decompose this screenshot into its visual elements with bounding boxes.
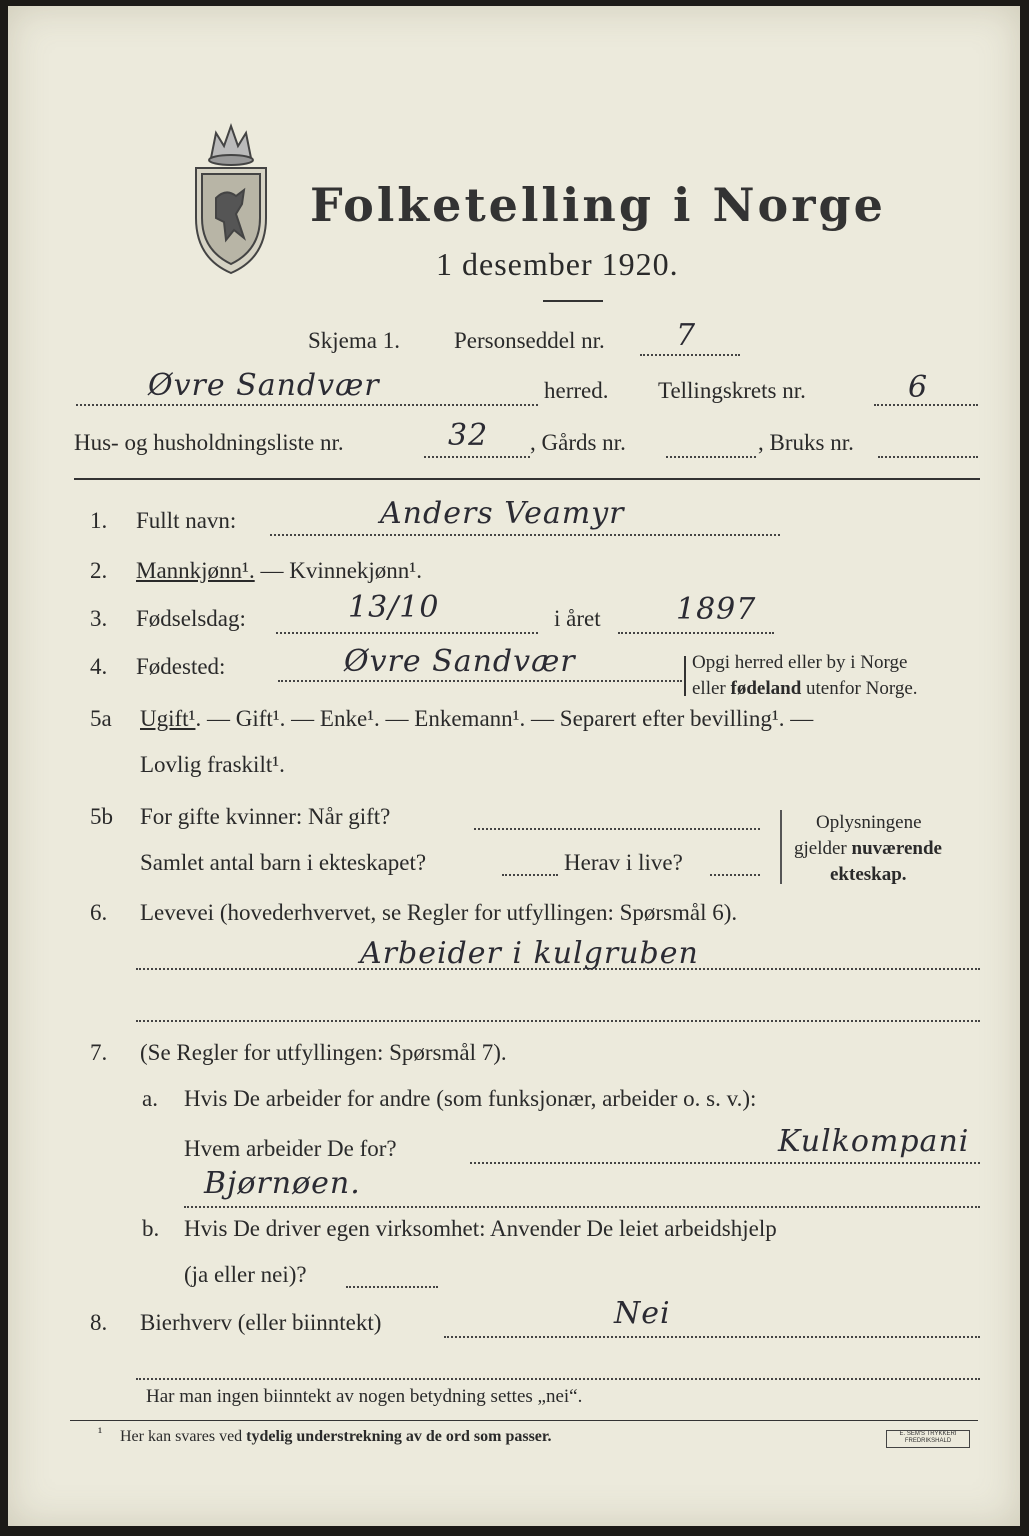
footnote-rule — [70, 1420, 978, 1421]
q3-day-field — [276, 632, 538, 634]
q5b-label2: Samlet antal barn i ekteskapet? — [140, 850, 427, 875]
q8-number: 8. — [90, 1310, 108, 1335]
skjema-label: Skjema 1. — [308, 328, 400, 353]
herred-value: Øvre Sandvær — [148, 368, 380, 403]
q5b-number: 5b — [90, 804, 113, 829]
census-date: 1 desember 1920. — [436, 246, 679, 282]
hus-field — [424, 456, 530, 458]
q7b-field — [346, 1286, 438, 1288]
q3-label: Fødselsdag: — [136, 606, 246, 631]
q7a-value2: Bjørnøen. — [204, 1166, 361, 1201]
coat-of-arms-icon — [186, 118, 276, 278]
bruks-label: , Bruks nr. — [758, 430, 854, 455]
q7a-number: a. — [142, 1086, 158, 1111]
q7a-question: Hvem arbeider De for? — [184, 1136, 397, 1161]
q4-note1: Opgi herred eller by i Norge — [692, 652, 908, 673]
q3-day-value: 13/10 — [348, 590, 440, 625]
hus-label: Hus- og husholdningsliste nr. — [74, 430, 344, 455]
title-divider — [543, 300, 603, 302]
q2-sep: — — [254, 558, 290, 583]
q7a-label: Hvis De arbeider for andre (som funksjonær, arbeider o. s. v.): — [184, 1086, 757, 1111]
q5b-label3: Herav i live? — [564, 850, 683, 875]
footnote-mark: ¹ — [98, 1426, 103, 1441]
q5a-rest: . — Gift¹. — Enke¹. — Enkemann¹. — Separert efter bevilling¹. — — [195, 706, 814, 731]
q6-number: 6. — [90, 900, 108, 925]
personseddel-field — [640, 354, 740, 356]
q4-number: 4. — [90, 654, 108, 679]
q7b-label: Hvis De driver egen virksomhet: Anvender De leiet arbeidshjelp — [184, 1216, 777, 1241]
q1-value: Anders Veamyr — [380, 496, 625, 531]
tellingskrets-label: Tellingskrets nr. — [658, 378, 806, 403]
q5b-field1 — [474, 828, 760, 830]
q2-kvinne: Kvinnekjønn¹. — [289, 558, 422, 583]
q5b-note2: gjelder nuværende — [794, 838, 942, 859]
q5a-number: 5a — [90, 706, 112, 731]
note-main: Har man ingen biinntekt av nogen betydning settes „nei“. — [146, 1386, 583, 1407]
q7-number: 7. — [90, 1040, 108, 1065]
hus-value: 32 — [448, 418, 489, 453]
q1-label: Fullt navn: — [136, 508, 237, 533]
q1-field — [270, 534, 780, 536]
q4-label: Fødested: — [136, 654, 226, 679]
q6-field2 — [136, 1020, 980, 1022]
q7a-field1 — [470, 1162, 980, 1164]
q4-note2: eller fødeland utenfor Norge. — [692, 678, 918, 699]
q1-number: 1. — [90, 508, 108, 533]
footnote: Her kan svares ved tydelig understrekning av de ord som passer. — [120, 1428, 552, 1445]
q5a-line2: Lovlig fraskilt¹. — [140, 752, 285, 777]
q5b-field3 — [710, 874, 760, 876]
q5b-note1: Oplysningene — [816, 812, 922, 833]
q4-bracket — [684, 656, 686, 696]
q5a-ugift: Ugift¹ — [140, 706, 196, 731]
q7a-value1: Kulkompani — [778, 1124, 970, 1159]
q5b-field2 — [502, 874, 558, 876]
herred-field — [76, 404, 538, 406]
bruks-field — [878, 456, 978, 458]
q8-field — [444, 1336, 980, 1338]
q6-label: Levevei (hovederhvervet, se Regler for utfyllingen: Spørsmål 6). — [140, 900, 738, 925]
q2-mann: Mannkjønn¹. — [136, 558, 255, 583]
q8-label: Bierhverv (eller biinntekt) — [140, 1310, 382, 1335]
q7b-number: b. — [142, 1216, 160, 1241]
q7a-field2 — [184, 1206, 980, 1208]
q3-aret-label: i året — [554, 606, 601, 631]
q8-value: Nei — [614, 1296, 671, 1331]
gards-label: , Gårds nr. — [530, 430, 626, 455]
q5a-options — [140, 706, 813, 732]
q5b-note3: ekteskap. — [830, 864, 907, 885]
q2-options — [136, 558, 422, 584]
form-title: Folketelling i Norge — [310, 178, 886, 232]
printer-mark: E. SEM'S TRYKKERI FREDRIKSHALD — [886, 1430, 970, 1448]
q7b-question: (ja eller nei)? — [184, 1262, 307, 1287]
q3-year-field — [618, 632, 774, 634]
header-rule — [74, 478, 980, 480]
personseddel-label: Personseddel nr. — [454, 328, 605, 353]
q6-value: Arbeider i kulgruben — [360, 936, 699, 971]
herred-label: herred. — [544, 378, 609, 403]
q5b-bracket — [780, 810, 782, 884]
q8-field2 — [136, 1378, 980, 1380]
q3-number: 3. — [90, 606, 108, 631]
personseddel-value: 7 — [676, 318, 697, 353]
q4-field — [278, 680, 682, 682]
tellingskrets-value: 6 — [908, 370, 929, 405]
gards-field — [666, 456, 756, 458]
q2-number: 2. — [90, 558, 108, 583]
census-form — [8, 6, 1020, 1526]
q7-label: (Se Regler for utfyllingen: Spørsmål 7). — [140, 1040, 507, 1065]
q5b-label1: For gifte kvinner: Når gift? — [140, 804, 391, 829]
q3-year-value: 1897 — [676, 592, 757, 627]
q4-value: Øvre Sandvær — [344, 644, 576, 679]
